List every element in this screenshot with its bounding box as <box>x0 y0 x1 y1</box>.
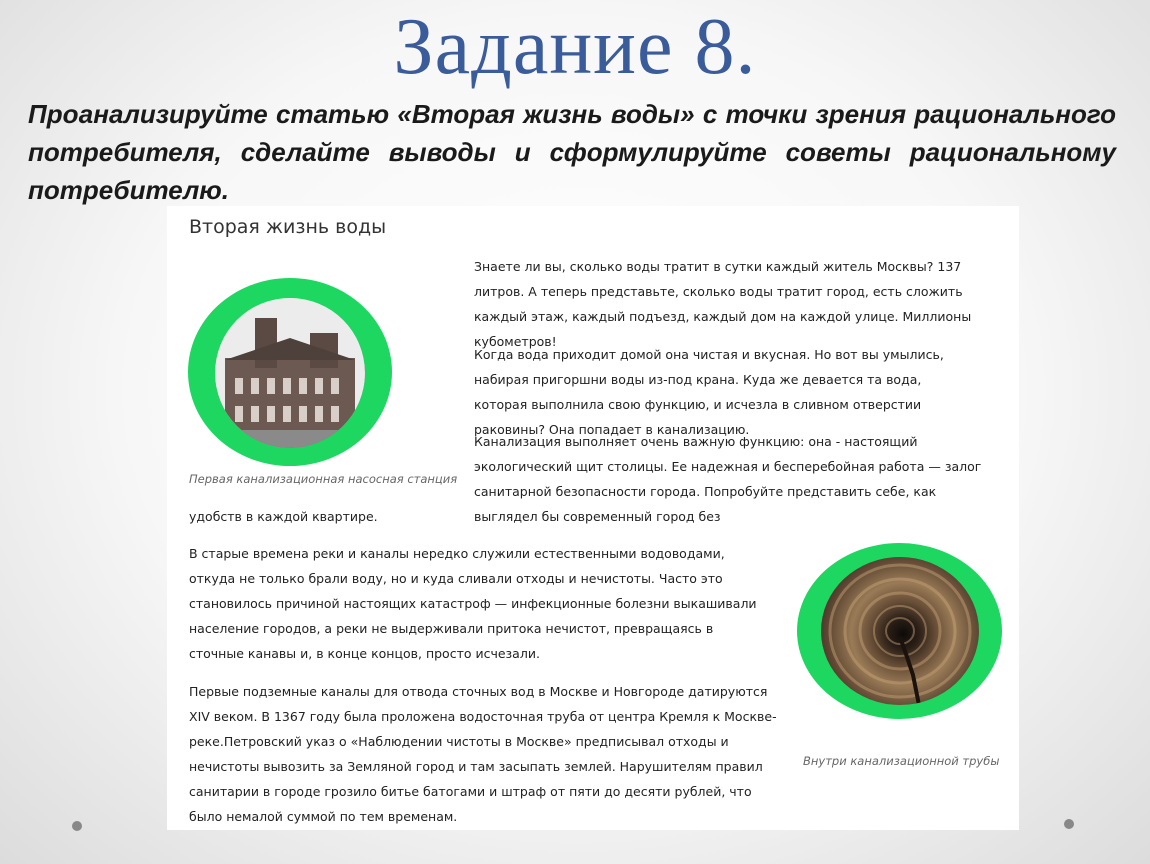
pumping-station-photo-ring <box>188 278 392 466</box>
pumping-station-caption: Первая канализационная насосная станция <box>189 472 458 486</box>
paragraph-3: Канализация выполняет очень важную функцию: она - настоящий экологический щит столицы. Ее надежная и бесперебойная работа — залог санитарной безопасности города. Попробуйте представить себе, как выглядел бы современный город без <box>474 434 982 524</box>
paragraph-2: Когда вода приходит домой она чистая и вкусная. Но вот вы умылись, набирая пригоршни воды из-под крана. Куда же девается та вода, которая выполнила свою функцию, и исчезла в сливном отверстии раковины? Она попадает в канализацию. <box>474 347 944 437</box>
building-illustration <box>215 298 365 448</box>
tunnel-photo <box>821 557 979 705</box>
paragraph-3-end: удобств в каждой квартире. <box>189 509 378 524</box>
paragraph-4: В старые времена реки и каналы нередко служили естественными водоводами, откуда не только брали воду, но и куда сливали отходы и нечистоты. Часто это становилось причиной настоящих катастроф — инфекционные болезни выкашивали население городов, а реки не выдерживали притока нечистот, превращаясь в сточные канавы и, в конце концов, просто исчезали. <box>189 546 757 661</box>
pumping-station-photo <box>215 298 365 448</box>
slide-title: Задание 8. <box>393 3 757 91</box>
paragraph-1: Знаете ли вы, сколько воды тратит в сутки каждый житель Москвы? 137 литров. А теперь представьте, сколько воды тратит город, есть сложить каждый этаж, каждый подъезд, каждый дом на каждой улице. Миллионы кубометров! <box>474 259 972 349</box>
tunnel-illustration <box>821 557 979 705</box>
left-dot-decoration <box>72 821 82 831</box>
tunnel-photo-ring <box>797 543 1002 719</box>
article-title: Вторая жизнь воды <box>189 216 387 238</box>
paragraph-5: Первые подземные каналы для отвода сточных вод в Москве и Новгороде датируются XIV веком. В 1367 году была проложена водосточная труба от центра Кремля к Москве-реке.Петровский указ о «Наблюдении чистоты в Москве» предписывал отходы и нечистоты вывозить за Земляной город и там засыпать землей. Нарушителям правил санитарии в городе грозило битье батогами и штраф от пяти до десяти рублей, что было немалой суммой по тем временам. <box>189 684 777 824</box>
tunnel-caption: Внутри канализационной трубы <box>803 754 1000 768</box>
right-dot-decoration <box>1064 819 1074 829</box>
article-image <box>167 206 1019 830</box>
task-text: Проанализируйте статью «Вторая жизнь воды» с точки зрения рационального потребителя, сделайте выводы и сформулируйте советы рациональному потребителю. <box>28 99 1116 205</box>
